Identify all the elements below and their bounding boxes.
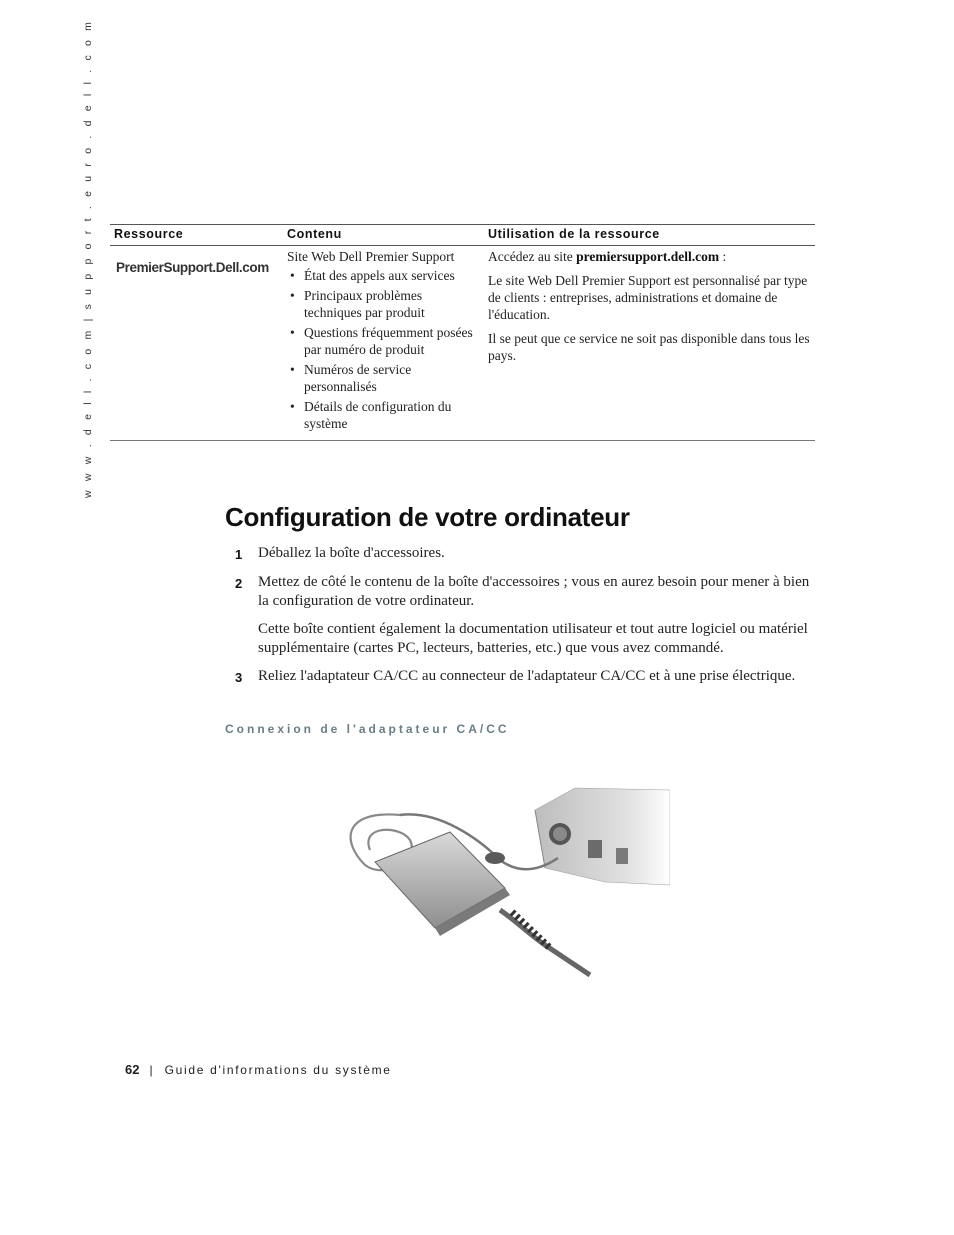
header-contenu: Contenu [283, 225, 484, 246]
usage-cell [484, 246, 815, 441]
resource-cell [110, 246, 283, 441]
side-url: w w w . d e l l . c o m | s u p p o r t . e u r o . d e l l . c o m [82, 18, 94, 498]
header-utilisation: Utilisation de la ressource [484, 225, 815, 246]
content-list [287, 267, 480, 432]
list-item: • Détails de configuration du système [287, 398, 480, 432]
premier-support-logo: PremierSupport.Dell.com [116, 260, 269, 275]
usage-paragraph-3: Il se peut que ce service ne soit pas disponible dans tous les pays. [488, 331, 810, 363]
step-text: Déballez la boîte d'accessoires. [258, 545, 445, 561]
list-item: • Numéros de service personnalisés [287, 361, 480, 395]
step-number: 1 [235, 547, 243, 562]
page-number: 62 [125, 1062, 140, 1077]
section-title: Configuration de votre ordinateur [225, 502, 630, 532]
figure-caption: Connexion de l'adaptateur CA/CC [225, 722, 510, 736]
usage-paragraph-2: Le site Web Dell Premier Support est personnalisé par type de clients : entreprises, administrations et domaine de l'éducation. [488, 273, 808, 322]
header-ressource: Ressource [110, 225, 283, 246]
usage-lead: Accédez au site [488, 249, 577, 264]
step-number: 3 [235, 670, 243, 685]
list-item: • État des appels aux services [287, 267, 480, 284]
step-item [235, 667, 820, 687]
ac-adapter-illustration [340, 770, 670, 985]
step-note: Cette boîte contient également la documentation utilisateur et tout autre logiciel ou matériel supplémentaire (cartes PC, lecteurs, batteries, etc.) que vous avez commandé. [258, 621, 808, 656]
usage-intro [488, 248, 811, 265]
list-item: • Questions fréquemment posées par numéro de produit [287, 324, 480, 358]
step-item [235, 544, 820, 564]
step-text: Mettez de côté le contenu de la boîte d'accessoires ; vous en aurez besoin pour mener à bien la configuration de votre ordinateur. [258, 574, 810, 609]
content-cell [283, 246, 484, 441]
step-number: 2 [235, 576, 243, 591]
content-title: Site Web Dell Premier Support [287, 249, 455, 264]
page-footer [125, 1062, 392, 1077]
table-header-row [110, 225, 815, 246]
table-row [110, 246, 815, 441]
footer-separator: | [149, 1063, 153, 1077]
step-text: Reliez l'adaptateur CA/CC au connecteur de l'adaptateur CA/CC et à une prise électrique. [258, 668, 796, 684]
step-item [235, 573, 820, 611]
document-title: Guide d'informations du système [164, 1063, 392, 1077]
usage-colon: : [719, 249, 727, 264]
usage-site-link: premiersupport.dell.com [576, 249, 720, 264]
list-item: • Principaux problèmes techniques par produit [287, 287, 480, 321]
setup-steps [235, 544, 820, 696]
resource-table [110, 224, 815, 441]
